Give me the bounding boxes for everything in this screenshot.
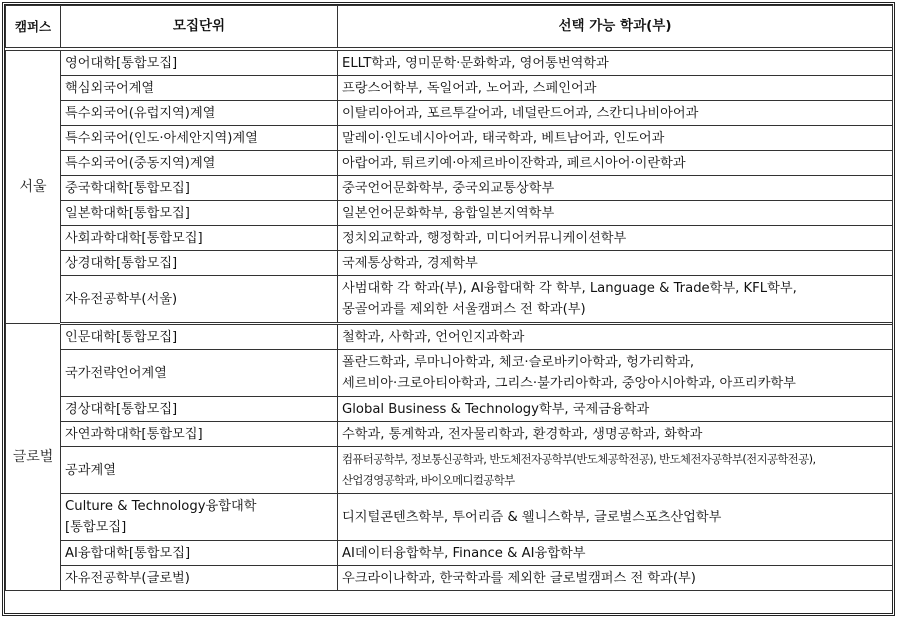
unit-line: Culture & Technology융합대학 bbox=[65, 499, 257, 514]
majors-cell bbox=[338, 276, 893, 324]
majors-cell: 말레이·인도네시아어과, 태국학과, 베트남어과, 인도어과 bbox=[338, 126, 893, 151]
majors-cell: 프랑스어학부, 독일어과, 노어과, 스페인어과 bbox=[338, 76, 893, 101]
table-row bbox=[6, 541, 893, 566]
unit-cell: 특수외국어(중동지역)계열 bbox=[61, 151, 338, 176]
table-row bbox=[6, 397, 893, 422]
table-row bbox=[6, 276, 893, 324]
unit-cell: 자유전공학부(글로벌) bbox=[61, 566, 338, 591]
unit-cell: 상경대학[통합모집] bbox=[61, 251, 338, 276]
table-row bbox=[6, 201, 893, 226]
header-majors: 선택 가능 학과(부) bbox=[338, 6, 893, 50]
unit-cell: 사회과학대학[통합모집] bbox=[61, 226, 338, 251]
unit-cell: 특수외국어(유럽지역)계열 bbox=[61, 101, 338, 126]
majors-cell: 수학과, 통계학과, 전자물리학과, 환경학과, 생명공학과, 화학과 bbox=[338, 422, 893, 447]
table-row bbox=[6, 251, 893, 276]
majors-cell: 정치외교학과, 행정학과, 미디어커뮤니케이션학부 bbox=[338, 226, 893, 251]
unit-cell: 국가전략언어계열 bbox=[61, 350, 338, 397]
unit-line: [통합모집] bbox=[65, 520, 127, 535]
table-row bbox=[6, 176, 893, 201]
table-row bbox=[6, 76, 893, 101]
majors-line: 컴퓨터공학부, 정보통신공학과, 반도체전자공학부(반도체공학전공), 반도체전자공학부(전지공학전공), bbox=[342, 452, 816, 466]
majors-cell: 아랍어과, 튀르키예·아제르바이잔학과, 페르시아어·이란학과 bbox=[338, 151, 893, 176]
table-row bbox=[6, 324, 893, 350]
majors-line: 폴란드학과, 루마니아학과, 체코·슬로바키아학과, 헝가리학과, bbox=[342, 355, 695, 370]
unit-cell: 특수외국어(인도·아세안지역)계열 bbox=[61, 126, 338, 151]
campus-global: 글로벌 bbox=[6, 324, 61, 591]
unit-cell: 공과계열 bbox=[61, 447, 338, 494]
table-row bbox=[6, 49, 893, 76]
unit-cell: 영어대학[통합모집] bbox=[61, 49, 338, 76]
table-row bbox=[6, 422, 893, 447]
admission-units-table bbox=[5, 5, 893, 591]
table-row bbox=[6, 447, 893, 494]
unit-cell: 중국학대학[통합모집] bbox=[61, 176, 338, 201]
table-row bbox=[6, 566, 893, 591]
majors-line: 세르비아·크로아티아학과, 그리스·불가리아학과, 중앙아시아학과, 아프리카학부 bbox=[342, 376, 796, 391]
majors-line: 몽골어과를 제외한 서울캠퍼스 전 학과(부) bbox=[342, 302, 586, 317]
majors-cell: Global Business & Technology학부, 국제금융학과 bbox=[338, 397, 893, 422]
majors-cell: 디지털콘텐츠학부, 투어리즘 & 웰니스학부, 글로벌스포츠산업학부 bbox=[338, 494, 893, 541]
header-row bbox=[6, 6, 893, 50]
majors-cell: ELLT학과, 영미문학·문화학과, 영어통번역학과 bbox=[338, 49, 893, 76]
unit-cell: 자유전공학부(서울) bbox=[61, 276, 338, 324]
unit-cell: 핵심외국어계열 bbox=[61, 76, 338, 101]
majors-line: 산업경영공학과, 바이오메디컬공학부 bbox=[342, 473, 515, 487]
table-row bbox=[6, 350, 893, 397]
header-unit: 모집단위 bbox=[61, 6, 338, 50]
majors-cell bbox=[338, 447, 893, 494]
header-campus: 캠퍼스 bbox=[6, 6, 61, 50]
majors-line: 사범대학 각 학과(부), AI융합대학 각 학부, Language & Trade학부, KFL학부, bbox=[342, 281, 797, 296]
unit-cell: 일본학대학[통합모집] bbox=[61, 201, 338, 226]
majors-cell: AI데이터융합학부, Finance & AI융합학부 bbox=[338, 541, 893, 566]
unit-cell: AI융합대학[통합모집] bbox=[61, 541, 338, 566]
table-row bbox=[6, 101, 893, 126]
unit-cell: 자연과학대학[통합모집] bbox=[61, 422, 338, 447]
majors-cell: 일본언어문화학부, 융합일본지역학부 bbox=[338, 201, 893, 226]
majors-cell: 국제통상학과, 경제학부 bbox=[338, 251, 893, 276]
table-row bbox=[6, 126, 893, 151]
majors-cell: 이탈리아어과, 포르투갈어과, 네덜란드어과, 스칸디나비아어과 bbox=[338, 101, 893, 126]
unit-cell bbox=[61, 494, 338, 541]
table-row bbox=[6, 226, 893, 251]
table-row bbox=[6, 494, 893, 541]
majors-cell: 중국언어문화학부, 중국외교통상학부 bbox=[338, 176, 893, 201]
unit-cell: 인문대학[통합모집] bbox=[61, 324, 338, 350]
campus-seoul: 서울 bbox=[6, 49, 61, 324]
unit-cell: 경상대학[통합모집] bbox=[61, 397, 338, 422]
table-row bbox=[6, 151, 893, 176]
majors-cell: 철학과, 사학과, 언어인지과학과 bbox=[338, 324, 893, 350]
majors-cell: 우크라이나학과, 한국학과를 제외한 글로벌캠퍼스 전 학과(부) bbox=[338, 566, 893, 591]
majors-cell bbox=[338, 350, 893, 397]
